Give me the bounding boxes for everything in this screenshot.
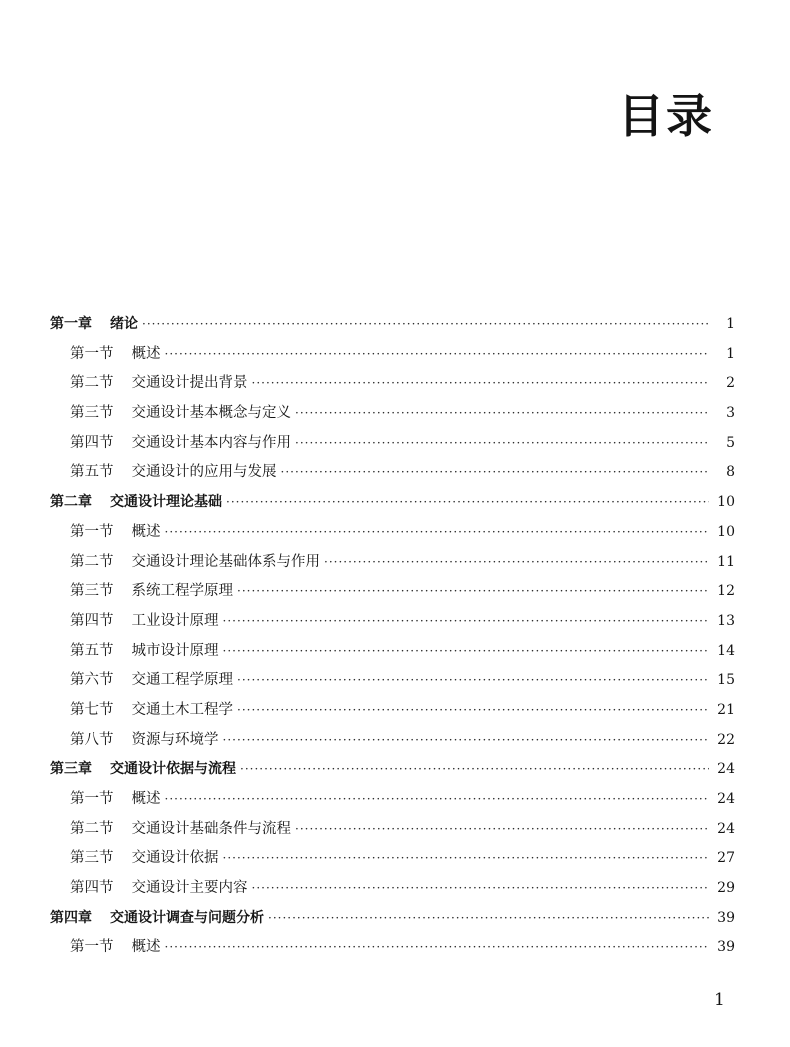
toc-page-number: 24 [717,791,735,807]
toc-section-entry [50,696,735,726]
toc-section-entry [50,548,735,578]
toc-section-entry [50,399,735,429]
dot-leader [237,666,709,696]
section-title: 资源与环境学 [131,731,219,748]
toc-page-number: 24 [717,761,735,778]
chapter-title: 交通设计理论基础 [110,494,222,511]
dot-leader [295,429,709,459]
page-number: 1 [714,990,725,1010]
section-title: 交通土木工程学 [131,701,233,718]
dot-leader [142,310,709,340]
section-label: 第七节 [70,701,114,718]
toc-chapter-entry [50,755,735,785]
dot-leader [223,726,710,756]
toc-page-number: 2 [726,375,735,392]
section-label: 第一节 [70,791,114,807]
dot-leader [165,518,710,548]
toc-page-number: 21 [717,701,735,718]
toc-page-number: 1 [726,316,735,332]
dot-leader [252,369,710,399]
section-title: 概述 [131,523,161,540]
toc-chapter-entry [50,488,735,518]
toc-section-entry [50,518,735,548]
section-title: 交通设计基本概念与定义 [131,405,291,422]
section-title: 交通设计的应用与发展 [131,464,277,481]
toc-page-number: 10 [717,523,735,540]
toc-section-entry [50,666,735,696]
toc-page-number: 22 [717,731,735,748]
toc-page-number: 13 [717,612,735,629]
section-label: 第三节 [70,850,114,867]
toc-page-number: 39 [717,939,735,956]
section-title: 系统工程学原理 [131,583,233,600]
toc-page-number: 1 [726,345,735,362]
dot-leader [240,755,709,785]
toc-page-number: 3 [726,405,735,422]
section-label: 第二节 [70,553,114,570]
section-title: 交通设计依据 [131,850,219,867]
section-label: 第一节 [70,345,114,362]
section-title: 概述 [131,939,161,956]
toc-section-entry [50,577,735,607]
section-label: 第四节 [70,434,114,451]
toc-page-number: 12 [717,583,735,600]
section-label: 第五节 [70,464,114,481]
dot-leader [252,874,710,904]
toc-section-entry [50,844,735,874]
section-label: 第三节 [70,583,114,600]
section-label: 第五节 [70,642,114,659]
toc-page-number: 29 [717,880,735,897]
dot-leader [237,577,709,607]
dot-leader [223,637,710,667]
dot-leader [324,548,709,578]
section-label: 第二节 [70,820,114,837]
toc-page-number: 24 [717,820,735,837]
toc-page-number: 5 [726,434,735,451]
chapter-label: 第四章 [50,909,92,926]
toc-section-entry [50,637,735,667]
chapter-title: 绪论 [110,316,138,332]
toc-section-entry [50,726,735,756]
toc-chapter-entry [50,310,735,340]
toc-page-number: 8 [726,464,735,481]
chapter-title: 交通设计调查与问题分析 [110,909,264,926]
chapter-label: 第三章 [50,761,92,778]
toc-section-entry [50,933,735,963]
section-label: 第四节 [70,880,114,897]
toc-page-number: 11 [717,553,735,570]
section-label: 第三节 [70,405,114,422]
page-title: 目录 [618,89,714,143]
section-title: 交通设计主要内容 [131,880,248,897]
section-label: 第一节 [70,523,114,540]
chapter-label: 第一章 [50,316,92,332]
dot-leader [165,340,710,370]
toc-section-entry [50,607,735,637]
section-title: 工业设计原理 [131,612,219,629]
toc-section-entry [50,874,735,904]
dot-leader [165,785,710,815]
section-label: 第四节 [70,612,114,629]
section-title: 概述 [131,345,161,362]
toc-page-number: 14 [717,642,735,659]
dot-leader [295,815,709,845]
dot-leader [226,488,709,518]
section-title: 交通工程学原理 [131,672,233,689]
section-title: 交通设计理论基础体系与作用 [131,553,320,570]
section-title: 交通设计基础条件与流程 [131,820,291,837]
chapter-label: 第二章 [50,494,92,511]
toc-section-entry [50,785,735,815]
section-title: 概述 [131,791,161,807]
section-title: 交通设计提出背景 [131,375,248,392]
toc-section-entry [50,458,735,488]
section-label: 第一节 [70,939,114,956]
toc-page-number: 15 [717,672,735,689]
toc-page-number: 27 [717,850,735,867]
table-of-contents [50,310,735,963]
section-title: 交通设计基本内容与作用 [131,434,291,451]
dot-leader [223,844,710,874]
toc-section-entry [50,815,735,845]
toc-section-entry [50,340,735,370]
dot-leader [165,933,710,963]
chapter-title: 交通设计依据与流程 [110,761,236,778]
section-label: 第八节 [70,731,114,748]
dot-leader [223,607,710,637]
dot-leader [268,904,709,934]
dot-leader [237,696,709,726]
section-label: 第二节 [70,375,114,392]
toc-chapter-entry [50,904,735,934]
section-label: 第六节 [70,672,114,689]
toc-section-entry [50,369,735,399]
toc-page-number: 10 [717,494,735,511]
dot-leader [295,399,709,429]
dot-leader [281,458,710,488]
toc-page-number: 39 [717,909,735,926]
section-title: 城市设计原理 [131,642,219,659]
toc-section-entry [50,429,735,459]
